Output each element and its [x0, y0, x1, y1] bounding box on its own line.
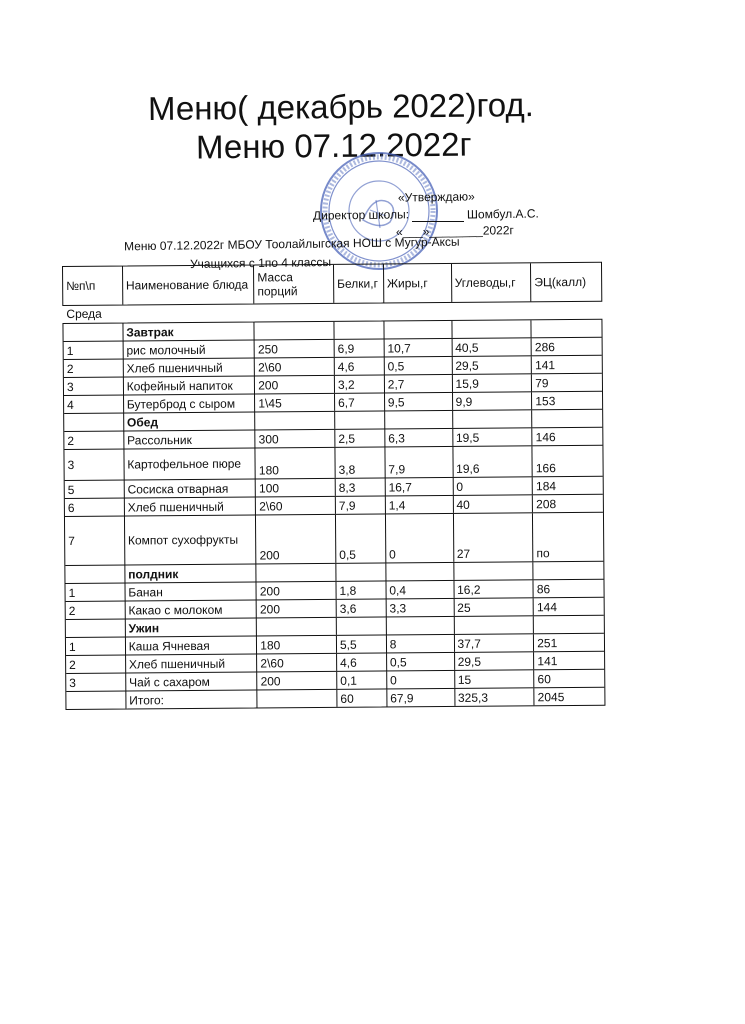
cell-number: 1 [64, 342, 124, 359]
cell-protein: 6,7 [335, 393, 385, 410]
total-cell-dish: Итого: [126, 690, 258, 708]
section-empty-cell [336, 563, 386, 580]
header-fat: Жиры,г [384, 264, 452, 303]
cell-fat: 10,7 [384, 339, 452, 357]
cell-carbs: 29,5 [452, 356, 532, 374]
cell-dish: Банан [125, 582, 257, 600]
section-empty-cell [387, 617, 455, 635]
cell-protein: 3,8 [335, 447, 385, 477]
table-row [64, 446, 602, 481]
cell-protein: 4,6 [337, 653, 387, 670]
page-subtitle: Меню 07.12.2022г [195, 125, 472, 166]
cell-energy: 144 [536, 600, 558, 615]
school-line: Меню 07.12.2022г МБОУ Тоолайлыгская НОШ с Мугур-Аксы [123, 234, 460, 254]
cell-fat: 6,3 [385, 429, 453, 447]
section-empty-cell [334, 321, 384, 338]
cell-dish: Кофейный напиток [124, 376, 256, 394]
section-empty-cell [65, 566, 125, 583]
section-empty-cell [532, 320, 602, 338]
cell-mass: 2\60 [255, 358, 335, 376]
section-name: полдник [125, 564, 257, 582]
cell-energy: 184 [535, 479, 557, 494]
cell-dish: Бутерброд с сыром [124, 394, 256, 412]
section-empty-cell [453, 410, 533, 428]
cell-energy: 60 [537, 672, 551, 687]
cell-mass: 1\45 [255, 394, 335, 412]
header-mass: Масса порций [254, 265, 334, 304]
total-row [66, 688, 604, 709]
cell-protein: 3,2 [335, 375, 385, 392]
day-label: Среда [66, 306, 102, 321]
cell-fat: 0,5 [385, 357, 453, 375]
cell-mass: 200 [257, 672, 337, 690]
cell-carbs: 19,6 [453, 446, 533, 477]
header-number: №п\п [63, 267, 123, 305]
section-name: Обед [124, 412, 256, 430]
cell-carbs: 0 [453, 477, 533, 495]
cell-mass: 2\60 [257, 654, 337, 672]
approval-date: «___»________2022г [395, 223, 514, 239]
cell-carbs: 40 [453, 495, 533, 513]
cell-dish: Рассольник [124, 430, 256, 448]
section-name: Завтрак [123, 322, 255, 340]
cell-mass: 2\60 [256, 497, 336, 515]
cell-energy: 286 [534, 340, 555, 355]
cell-carbs: 15 [455, 670, 535, 688]
cell-mass: 180 [257, 636, 337, 654]
page-title: Меню( декабрь 2022)год. [147, 85, 535, 128]
section-empty-cell [257, 618, 337, 636]
cell-mass: 180 [256, 448, 336, 479]
cell-number: 2 [66, 602, 126, 619]
cell-mass: 100 [256, 479, 336, 497]
table-body [62, 319, 605, 710]
cell-protein: 6,9 [335, 339, 385, 356]
cell-fat: 8 [387, 635, 455, 653]
cell-energy: 153 [535, 394, 556, 409]
section-empty-cell [63, 324, 123, 341]
cell-fat: 7,9 [385, 447, 453, 478]
cell-carbs: 19,5 [453, 428, 533, 446]
cell-carbs: 40,5 [452, 338, 532, 356]
cell-protein: 4,6 [335, 357, 385, 374]
menu-table-wrapper [62, 262, 605, 710]
section-empty-cell [255, 412, 335, 430]
header-protein: Белки,г [334, 264, 384, 302]
cell-protein: 3,6 [337, 599, 387, 616]
cell-carbs: 25 [454, 598, 534, 616]
cell-dish: Сосиска отварная [124, 479, 256, 497]
cell-number: 1 [65, 584, 125, 601]
cell-energy: 141 [537, 654, 558, 669]
cell-protein: 2,5 [335, 429, 385, 446]
section-empty-cell [454, 562, 534, 580]
cell-mass: 200 [256, 515, 336, 564]
cell-number: 1 [66, 638, 126, 655]
table-row [65, 513, 603, 566]
cell-fat: 1,4 [386, 496, 454, 514]
cell-fat: 16,7 [385, 478, 453, 496]
header-row [63, 263, 601, 305]
cell-number: 3 [64, 450, 124, 480]
cell-number: 7 [65, 517, 125, 565]
cell-number: 3 [66, 674, 126, 691]
cell-fat: 0 [387, 671, 455, 689]
cell-energy: 146 [535, 430, 556, 445]
director-label: Директор школы: [312, 207, 410, 223]
section-empty-cell [452, 320, 532, 338]
table-header [62, 262, 602, 306]
cell-dish: Какао с молоком [125, 600, 257, 618]
cell-number: 5 [65, 481, 125, 498]
cell-dish: Каша Ячневая [126, 636, 258, 654]
cell-carbs: 37,7 [454, 634, 534, 652]
cell-fat: 0,5 [387, 653, 455, 671]
section-empty-cell [532, 410, 602, 428]
cell-energy: 79 [535, 376, 549, 391]
total-cell-protein: 60 [337, 689, 387, 706]
header-carbs: Углеводы,г [452, 263, 532, 302]
cell-energy: 166 [535, 461, 556, 476]
cell-protein: 5,5 [337, 635, 387, 652]
total-cell-carbs: 325,3 [455, 688, 535, 706]
cell-carbs: 9,9 [453, 392, 533, 410]
cell-dish: Чай с сахаром [126, 672, 258, 690]
total-cell-energy: 2045 [537, 690, 565, 705]
cell-fat: 3,3 [386, 599, 454, 617]
total-cell-number [66, 692, 126, 709]
section-empty-cell [534, 562, 604, 580]
cell-number: 6 [65, 499, 125, 516]
cell-energy: 141 [534, 358, 556, 373]
section-empty-cell [385, 411, 453, 429]
cell-number: 4 [64, 396, 124, 413]
section-empty-cell [384, 321, 452, 339]
approval-heading: «Утверждаю» [397, 189, 475, 205]
cell-protein: 1,8 [336, 581, 386, 598]
section-empty-cell [454, 616, 534, 634]
cell-fat: 0 [386, 514, 454, 563]
section-empty-cell [335, 411, 385, 428]
cell-number: 2 [66, 656, 126, 673]
section-empty-cell [337, 617, 387, 634]
cell-energy: 208 [536, 497, 557, 512]
cell-dish: Хлеб пшеничный [125, 497, 257, 515]
cell-energy: 86 [536, 582, 551, 597]
cell-fat: 2,7 [385, 375, 453, 393]
section-empty-cell [64, 414, 124, 431]
cell-number: 2 [64, 432, 124, 449]
cell-carbs: 29,5 [455, 652, 535, 670]
cell-protein: 0,1 [337, 671, 387, 688]
cell-dish: Компот сухофрукты [125, 515, 257, 564]
section-empty-cell [386, 563, 454, 581]
signature-line [412, 221, 464, 222]
cell-mass: 200 [257, 582, 337, 600]
section-empty-cell [534, 616, 604, 634]
cell-energy: по [536, 546, 550, 561]
total-cell-mass [258, 690, 338, 708]
header-dish: Наименование блюда [123, 265, 255, 304]
cell-protein: 7,9 [336, 496, 386, 513]
cell-dish: Хлеб пшеничный [124, 358, 256, 376]
header-energy: ЭЦ(калл) [534, 274, 587, 289]
cell-number: 3 [64, 378, 124, 395]
cell-energy: 251 [537, 636, 558, 651]
cell-mass: 300 [256, 430, 336, 448]
cell-carbs: 16,2 [454, 580, 534, 598]
cell-fat: 9,5 [385, 393, 453, 411]
cell-dish: Хлеб пшеничный [126, 654, 258, 672]
cell-protein: 0,5 [336, 514, 386, 562]
section-empty-cell [66, 620, 126, 637]
director-name: Шомбул.А.С. [466, 206, 539, 222]
cell-mass: 200 [255, 376, 335, 394]
cell-protein: 8,3 [336, 478, 386, 495]
total-cell-fat: 67,9 [387, 689, 455, 707]
cell-dish: Картофельное пюре [124, 448, 256, 479]
cell-dish: рис молочный [123, 340, 255, 358]
section-empty-cell [255, 322, 335, 340]
section-empty-cell [257, 564, 337, 582]
cell-mass: 250 [255, 340, 335, 358]
cell-carbs: 15,9 [452, 374, 532, 392]
students-line: Учащихся с 1по 4 классы [189, 255, 332, 271]
cell-fat: 0,4 [386, 581, 454, 599]
cell-mass: 200 [257, 600, 337, 618]
cell-number: 2 [64, 360, 124, 377]
section-name: Ужин [126, 618, 258, 636]
cell-carbs: 27 [454, 513, 534, 562]
